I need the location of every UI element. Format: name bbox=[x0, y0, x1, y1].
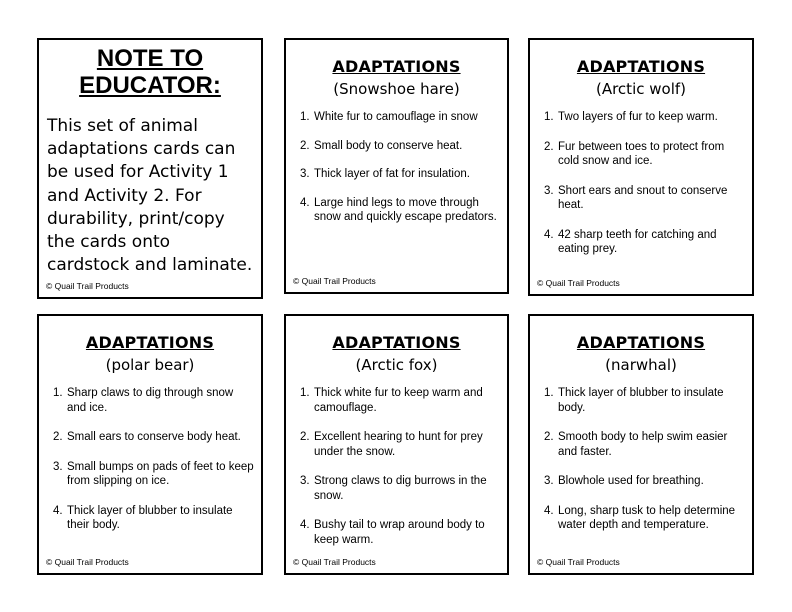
note-title: NOTE TO EDUCATOR: bbox=[79, 45, 221, 99]
list-item: 4. Thick layer of blubber to insulate their body. bbox=[53, 504, 233, 531]
copyright-notice: © Quail Trail Products bbox=[537, 557, 620, 567]
adaptation-list bbox=[53, 386, 255, 533]
list-item: 3. Strong claws to dig burrows in the snow. bbox=[300, 475, 487, 502]
copyright-notice: © Quail Trail Products bbox=[293, 276, 376, 286]
adaptation-list bbox=[544, 110, 746, 257]
list-item: 2. Fur between toes to protect from cold snow and ice. bbox=[544, 140, 725, 167]
adaptation-card-arctic-wolf bbox=[528, 38, 754, 296]
list-item: 3. Small bumps on pads of feet to keep from slipping on ice. bbox=[53, 460, 254, 487]
list-item: 4. Long, sharp tusk to help determine water depth and temperature. bbox=[544, 504, 736, 531]
list-item: 2. Smooth body to help swim easier and faster. bbox=[544, 431, 728, 458]
card-animal-name: (Arctic wolf) bbox=[595, 80, 686, 98]
list-item: 2. Excellent hearing to hunt for prey under the snow. bbox=[300, 431, 483, 458]
list-item: 2. Small ears to conserve body heat. bbox=[53, 431, 241, 443]
card-heading: ADAPTATIONS bbox=[332, 57, 461, 76]
card-animal-name: (narwhal) bbox=[605, 356, 677, 374]
list-item: 4. Bushy tail to wrap around body to keep warm. bbox=[300, 519, 485, 546]
adaptation-card-snowshoe-hare bbox=[284, 38, 509, 294]
adaptation-card-polar-bear bbox=[37, 314, 263, 575]
note-body: This set of animal adaptations cards can be used for Activity 1 and Activity 2. For durability, print/copy the cards onto cardstock and laminate. bbox=[47, 116, 253, 276]
list-item: 3. Blowhole used for breathing. bbox=[544, 475, 704, 487]
list-item: 1. Thick white fur to keep warm and camouflage. bbox=[300, 387, 483, 414]
list-item: 4. Large hind legs to move through snow and quickly escape predators. bbox=[300, 196, 497, 223]
list-item: 1. Two layers of fur to keep warm. bbox=[544, 111, 718, 123]
list-item: 4. 42 sharp teeth for catching and eating prey. bbox=[544, 228, 717, 255]
card-heading: ADAPTATIONS bbox=[85, 333, 215, 352]
card-animal-name: (Arctic fox) bbox=[355, 356, 438, 374]
adaptation-card-arctic-fox bbox=[284, 314, 509, 575]
adaptation-list bbox=[544, 386, 746, 533]
list-item: 1. Thick layer of blubber to insulate body. bbox=[544, 387, 724, 414]
card-heading: ADAPTATIONS bbox=[332, 333, 461, 352]
list-item: 1. Sharp claws to dig through snow and ice. bbox=[53, 387, 234, 414]
adaptation-card-narwhal bbox=[528, 314, 754, 575]
list-item: 3. Thick layer of fat for insulation. bbox=[300, 168, 470, 180]
list-item: 3. Short ears and snout to conserve heat. bbox=[544, 184, 728, 211]
copyright-notice: © Quail Trail Products bbox=[537, 278, 620, 288]
list-item: 2. Small body to conserve heat. bbox=[300, 139, 463, 152]
copyright-notice: © Quail Trail Products bbox=[46, 281, 129, 291]
note-to-educator-card bbox=[37, 38, 263, 299]
adaptation-list bbox=[300, 110, 501, 225]
card-animal-name: (Snowshoe hare) bbox=[333, 80, 460, 98]
card-heading: ADAPTATIONS bbox=[576, 57, 706, 76]
list-item: 1. White fur to camouflage in snow bbox=[300, 111, 478, 123]
card-heading: ADAPTATIONS bbox=[576, 333, 706, 352]
card-animal-name: (polar bear) bbox=[105, 356, 195, 374]
copyright-notice: © Quail Trail Products bbox=[46, 557, 129, 567]
copyright-notice: © Quail Trail Products bbox=[293, 557, 376, 567]
adaptation-list bbox=[300, 386, 501, 547]
